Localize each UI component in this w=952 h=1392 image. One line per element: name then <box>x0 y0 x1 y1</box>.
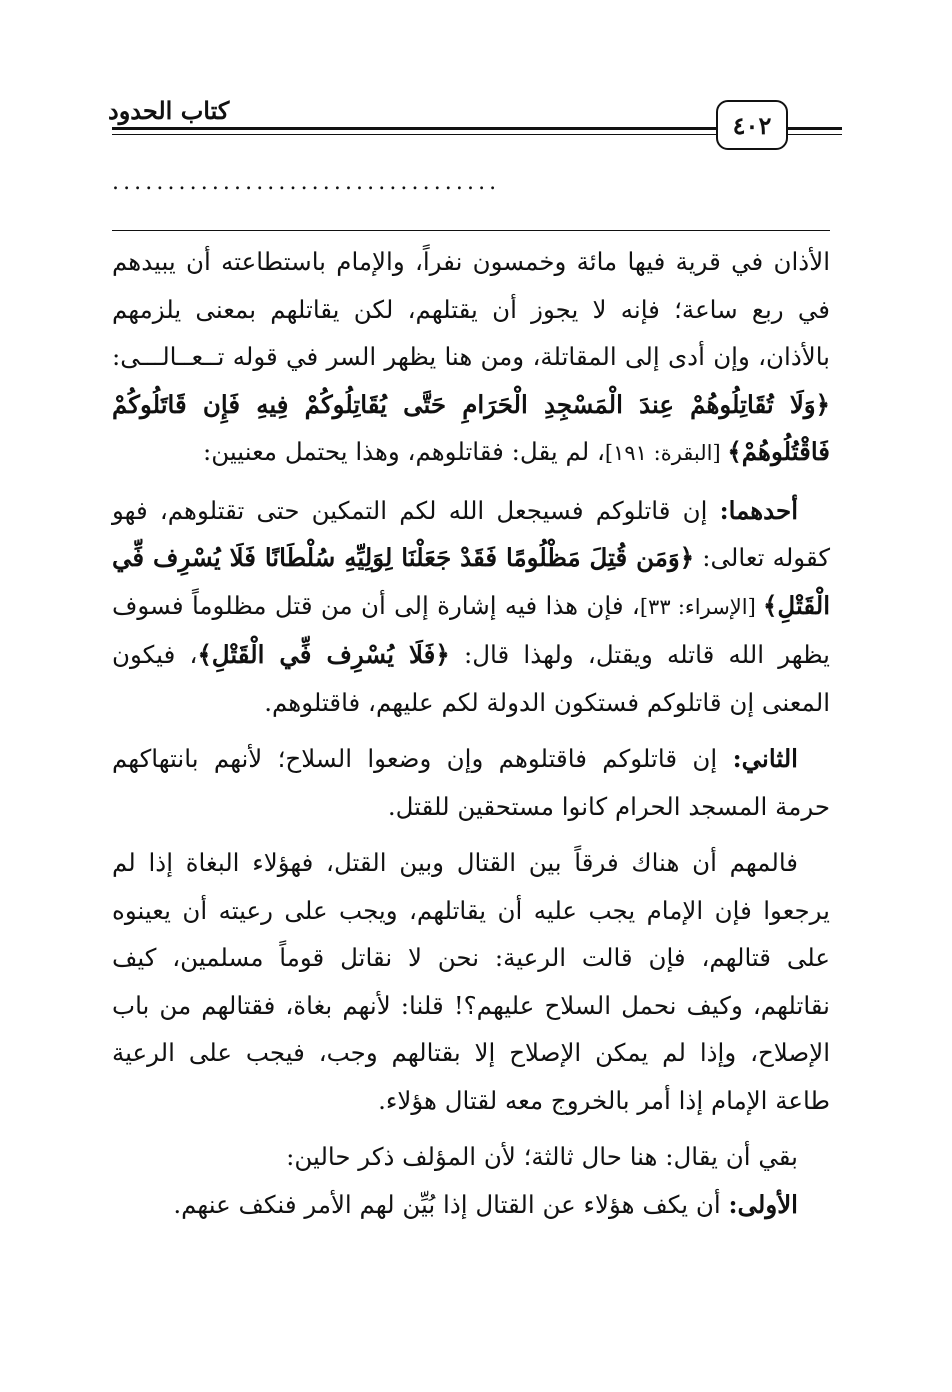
verse-reference: [البقرة: ١٩١] <box>604 441 728 465</box>
text: أن يكف هؤلاء عن القتال إذا بُيِّن لهم الأمر فنكف عنهم. <box>173 1189 729 1219</box>
paragraph-2 <box>112 487 830 727</box>
running-header-title: كتاب الحدود <box>108 96 230 125</box>
paragraph-3 <box>112 735 830 830</box>
text: إن قاتلوكم فاقتلوهم وإن وضعوا السلاح؛ لأنهم بانتهاكهم حرمة المسجد الحرام كانوا مستحقين للقتل. <box>112 744 830 821</box>
paragraph-1 <box>112 238 830 478</box>
paragraph-label: الثاني: <box>732 744 798 773</box>
paragraph-label: أحدهما: <box>719 495 798 525</box>
quran-verse: ﴿فَلَا يُسْرِف فِّي الْقَتْلِ﴾ <box>197 640 450 669</box>
verse-reference: [الإسراء: ٣٣] <box>639 594 764 619</box>
quran-verse: ﴿وَلَا تُقَاتِلُوهُمْ عِندَ الْمَسْجِدِ الْحَرَامِ حَتَّى يُقَاتِلُوكُمْ فِيهِ فَإِن قَاتَلُوكُمْ فَاقْتُلُوهُمْ﴾ <box>112 389 830 466</box>
text: الأذان في قرية فيها مائة وخمسون نفراً، والإمام باستطاعته أن يبيدهم في ربع ساعة؛ فإنه لا يجوز أن يقتلهم، لكن يقاتلهم بمعنى يلزمهم بالأذان، وإن أدى إلى المقاتلة، ومن هنا يظهر السر في قوله تــعــالـــى: <box>112 247 830 371</box>
text: ، لم يقل: فقاتلوهم، وهذا يحتمل معنيين: <box>203 437 605 466</box>
text: فالمهم أن هناك فرقاً بين القتال وبين القتل، فهؤلاء البغاة إذا لم يرجعوا فإن الإمام يجب عليه أن يقاتلهم، ويجب على رعيته أن يعينوه على قتالهم، فإن قالت الرعية: نحن لا نقاتل قوماً مسلمين، كيف نقاتلهم، وكيف نحمل السلاح عليهم؟! قلنا: لأنهم بغاة، فقتالهم من باب الإصلاح، وإذا لم يمكن الإصلاح إلا بقتالهم وجب، فيجب على الرعية طاعة الإمام إذا أمر بالخروج معه لقتال هؤلاء. <box>112 848 830 1115</box>
text: ، فيكون المعنى إن قاتلوكم فستكون الدولة لكم عليهم، فاقتلوهم. <box>112 640 830 717</box>
elision-dots: ................................... <box>112 170 501 195</box>
paragraph-label: الأولى: <box>728 1189 798 1219</box>
paragraph-5 <box>112 1133 830 1181</box>
page-number: ٤٠٢ <box>716 100 788 150</box>
text: إن قاتلوكم فسيجعل الله لكم التمكين حتى تقتلوهم، فهو كقوله تعالى: <box>112 495 831 572</box>
separator-rule <box>112 230 830 231</box>
paragraph-4 <box>112 839 830 1124</box>
text: بقي أن يقال: هنا حال ثالثة؛ لأن المؤلف ذكر حالين: <box>286 1142 798 1171</box>
quran-verse: ﴿وَمَن قُتِلَ مَظْلُومًا فَقَدْ جَعَلْنَا لِوَلِيِّهِ سُلْطَانًا فَلَا يُسْرِف فِّي الْقَتْلِ﴾ <box>112 543 830 620</box>
paragraph-6 <box>112 1181 830 1229</box>
body-text <box>112 238 830 1228</box>
text: ، فإن هذا فيه إشارة إلى أن من قتل مظلوماً فسوف يظهر الله قاتله ويقتل، ولهذا قال: <box>112 590 830 669</box>
